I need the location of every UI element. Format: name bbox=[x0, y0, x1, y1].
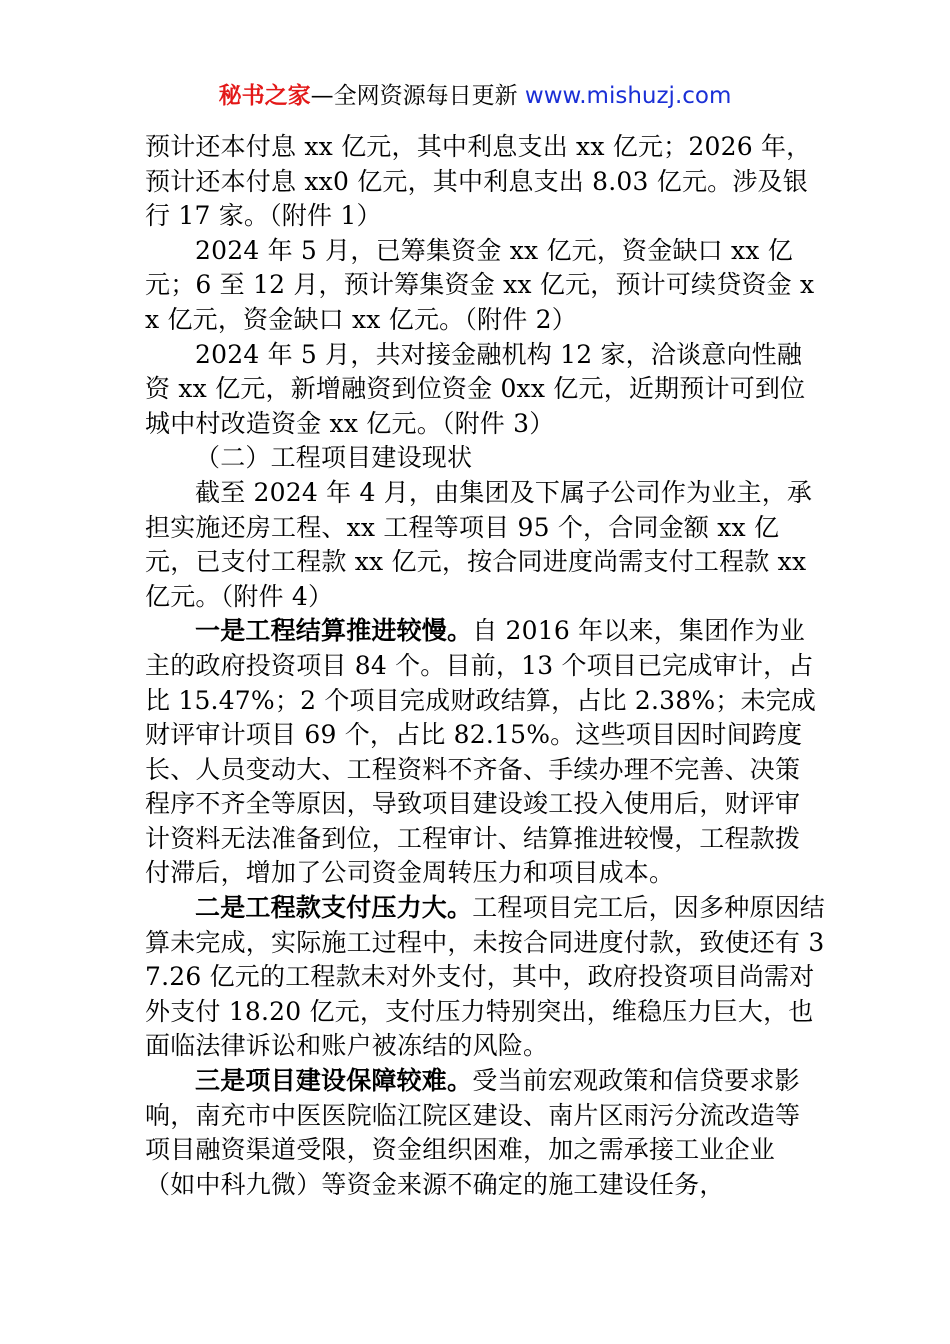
paragraph-project-overview: 截至 2024 年 4 月，由集团及下属子公司作为业主，承担实施还房工程、xx 工程等项目 95 个，合同金额 xx 亿元，已支付工程款 xx 亿元，按合同进度尚需支付工程款 xx 亿元。（附件 4） bbox=[145, 477, 813, 611]
paragraph-repayment: 预计还本付息 xx 亿元，其中利息支出 xx 亿元；2026 年，预计还本付息 xx0 亿元，其中利息支出 8.03 亿元。涉及银行 17 家。（附件 1） bbox=[145, 132, 812, 231]
site-url[interactable]: www.mishuzj.com bbox=[524, 83, 732, 109]
paragraph-funding-gap: 2024 年 5 月，已筹集资金 xx 亿元，资金缺口 xx 亿元；6 至 12 月，预计筹集资金 xx 亿元，预计可续贷资金 xx 亿元，资金缺口 xx 亿元。（附件 2） bbox=[145, 235, 815, 334]
paragraph-construction-guarantee bbox=[145, 1064, 825, 1202]
point-three-lead: 三是项目建设保障较难。 bbox=[195, 1066, 473, 1096]
paragraph-payment-pressure bbox=[145, 891, 825, 1064]
site-watermark-header bbox=[0, 80, 950, 112]
site-tagline: —全网资源每日更新 bbox=[310, 83, 525, 109]
site-brand: 秘书之家 bbox=[218, 83, 311, 109]
paragraph-settlement bbox=[145, 614, 825, 891]
point-one-lead: 一是工程结算推进较慢。 bbox=[195, 616, 473, 646]
point-one-body: 自 2016 年以来，集团作为业主的政府投资项目 84 个。目前，13 个项目已完成审计，占比 15.47%；2 个项目完成财政结算，占比 2.38%；未完成财评审计项目 69 个，占比 82.15%。这些项目因时间跨度长、人员变动大、工程资料不齐备、手续办理不完善、决策程序不齐全等原因，导致项目建设竣工投入使用后，财评审计资料无法准备到位，工程审计、结算推进较慢，工程款拨付滞后，增加了公司资金周转压力和项目成本。 bbox=[145, 616, 817, 888]
section-heading-project-status: （二）工程项目建设现状 bbox=[195, 443, 473, 473]
point-two-lead: 二是工程款支付压力大。 bbox=[195, 893, 473, 923]
point-two-body: 工程项目完工后，因多种原因结算未完成，实际施工过程中，未按合同进度付款，致使还有 37.26 亿元的工程款未对外支付，其中，政府投资项目尚需对外支付 18.20 亿元，支付压力特别突出，维稳压力巨大，也面临法律诉讼和账户被冻结的风险。 bbox=[145, 893, 826, 1061]
point-three-body: 受当前宏观政策和信贷要求影响，南充市中医医院临江院区建设、南片区雨污分流改造等项目融资渠道受限，资金组织困难，加之需承接工业企业（如中科九微）等资金来源不确定的施工建设任务， bbox=[145, 1066, 801, 1199]
document-body bbox=[145, 130, 825, 1202]
paragraph-financing: 2024 年 5 月，共对接金融机构 12 家，洽谈意向性融资 xx 亿元，新增融资到位资金 0xx 亿元，近期预计可到位城中村改造资金 xx 亿元。（附件 3） bbox=[145, 339, 806, 438]
